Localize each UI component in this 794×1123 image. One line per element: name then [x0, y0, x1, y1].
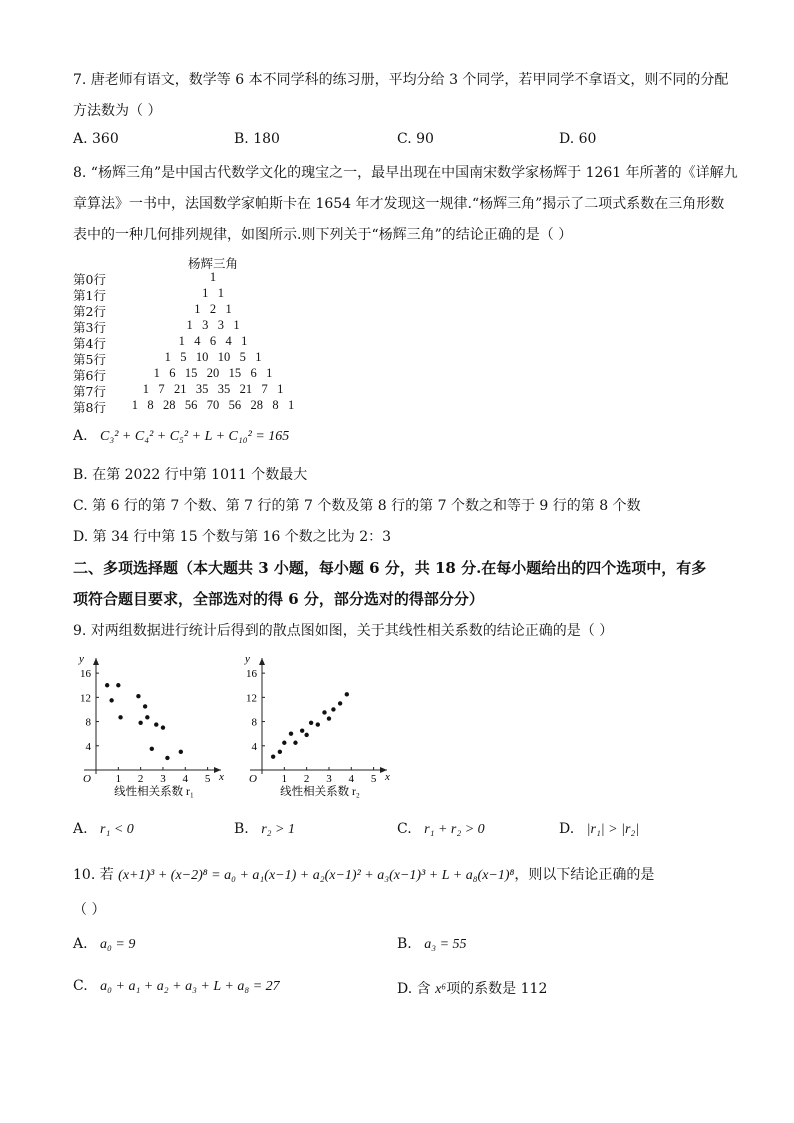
q10-option-d-tail: 项的系数是 112: [446, 981, 548, 997]
scatter-chart-r2: [236, 650, 406, 800]
q10-option-a: [73, 936, 135, 953]
row-label: 第0行: [73, 272, 106, 287]
y-tick-label: 4: [85, 740, 91, 753]
data-point: [145, 715, 149, 719]
q10-option-d-label: D. 含: [397, 981, 431, 997]
q9-option-c-formula: r₁ + r₂ > 0: [424, 822, 485, 837]
triangle-row: 1 2 1: [194, 302, 232, 316]
triangle-row: 1 7 21 35 35 21 7 1: [142, 382, 284, 396]
q10-option-d: [397, 978, 547, 998]
data-point: [338, 701, 342, 705]
y-axis-arrow: [93, 658, 99, 665]
data-point: [278, 750, 282, 754]
data-point: [293, 741, 297, 745]
y-tick-label: 12: [246, 692, 257, 705]
data-point: [300, 728, 304, 732]
x-tick-label: 5: [370, 773, 377, 785]
y-tick-label: 4: [251, 740, 257, 753]
y-tick-label: 16: [80, 668, 91, 681]
q8-option-b: B. 在第 2022 行中第 1011 个数最大: [73, 467, 308, 483]
section-2-heading-line1: 二、多项选择题（本大题共 3 小题，每小题 6 分，共 18 分.在每小题给出的四个选项中，有多: [73, 559, 707, 577]
q10-option-b: [397, 936, 467, 953]
q10-option-d-formula: x⁶: [435, 982, 447, 997]
data-point: [118, 715, 122, 719]
data-point: [345, 692, 349, 696]
triangle-row: 1 6 15 20 15 6 1: [153, 366, 273, 380]
data-point: [316, 722, 320, 726]
row-label: 第4行: [73, 336, 106, 351]
data-point: [136, 694, 140, 698]
x-tick-label: 2: [303, 773, 310, 785]
y-axis-arrow: [259, 658, 265, 665]
q9-option-c: [397, 821, 485, 838]
x-tick-label: 1: [115, 773, 122, 785]
row-label: 第7行: [73, 384, 106, 399]
q10-option-c-formula: a₀ + a₁ + a₂ + a₃ + L + a₈ = 27: [100, 979, 280, 994]
q9-option-b-formula: r₂ > 1: [261, 822, 295, 837]
y-tick-label: 16: [246, 668, 257, 681]
q8-option-a: [73, 428, 289, 445]
chart-caption: 线性相关系数 r₁: [114, 786, 194, 798]
q8-stem-line2: 章算法》一书中，法国数学家帕斯卡在 1654 年才发现这一规律.“杨辉三角”揭示了二项式系数在三角形数: [73, 196, 725, 212]
q10-option-a-formula: a₀ = 9: [100, 937, 136, 952]
q9-option-c-label: C.: [397, 821, 412, 837]
triangle-row: 1 4 6 4 1: [178, 334, 248, 348]
data-point: [143, 704, 147, 708]
data-point: [282, 741, 286, 745]
q10-prefix: 10. 若: [73, 867, 114, 883]
x-tick-label: 3: [160, 773, 166, 785]
y-tick-label: 8: [251, 716, 257, 729]
x-axis-label: x: [219, 771, 224, 783]
q8-stem-line1: 8. “杨辉三角”是中国古代数学文化的瑰宝之一，最早出现在中国南宋数学家杨辉于 1261 年所著的《详解九: [73, 165, 738, 181]
q10-option-c: [73, 978, 280, 995]
data-point: [105, 683, 109, 687]
x-tick-label: 2: [137, 773, 144, 785]
data-point: [271, 754, 275, 758]
q10-option-b-formula: a₃ = 55: [424, 937, 467, 952]
q10-suffix: ，则以下结论正确的是: [514, 867, 655, 883]
q9-option-d-formula: |r₁| > |r₂|: [586, 822, 640, 837]
data-point: [304, 733, 308, 737]
data-point: [179, 750, 183, 754]
data-point: [116, 683, 120, 687]
data-point: [154, 722, 158, 726]
triangle-row: 1 5 10 10 5 1: [164, 350, 262, 364]
data-point: [327, 716, 331, 720]
q10-option-a-label: A.: [73, 936, 88, 952]
y-tick-label: 12: [80, 692, 91, 705]
origin-label: O: [83, 773, 91, 785]
data-point: [309, 721, 313, 725]
row-label: 第8行: [73, 400, 106, 415]
origin-label: O: [249, 773, 257, 785]
triangle-row: 1 8 28 56 70 56 28 8 1: [131, 398, 295, 412]
chart-caption: 线性相关系数 r₂: [280, 786, 360, 798]
scatter-chart-r1: [70, 650, 240, 800]
row-label: 第2行: [73, 304, 106, 319]
x-tick-label: 1: [281, 773, 288, 785]
q7-option-d: D. 60: [559, 131, 597, 147]
row-label: 第1行: [73, 288, 106, 303]
triangle-row: 1 3 3 1: [186, 318, 240, 332]
data-point: [150, 747, 154, 751]
data-point: [289, 731, 293, 735]
q10-paren: （ ）: [73, 902, 106, 918]
y-axis-label: y: [245, 653, 250, 665]
q8-stem-line3: 表中的一种几何排列规律，如图所示.则下列关于“杨辉三角”的结论正确的是（ ）: [73, 227, 573, 243]
q7-option-a: A. 360: [73, 131, 119, 147]
row-label: 第5行: [73, 352, 106, 367]
q10-option-c-label: C.: [73, 978, 88, 994]
q9-option-b: [234, 821, 295, 838]
q8-option-a-label: A.: [73, 428, 88, 444]
q7-stem-line2: 方法数为（ ）: [73, 103, 162, 119]
triangle-title: 杨辉三角: [188, 256, 239, 271]
triangle-row: 1 1: [202, 286, 224, 300]
y-axis-label: y: [79, 653, 84, 665]
data-point: [138, 721, 142, 725]
q10-stem: [73, 864, 654, 884]
triangle-row: 1: [209, 270, 217, 284]
data-point: [165, 756, 169, 760]
x-tick-label: 4: [348, 773, 355, 785]
q8-option-d: D. 第 34 行中第 15 个数与第 16 个数之比为 2：3: [73, 529, 392, 545]
q8-option-c: C. 第 6 行的第 7 个数、第 7 行的第 7 个数及第 8 行的第 7 个数之和等于 9 行的第 8 个数: [73, 498, 641, 514]
data-point: [331, 707, 335, 711]
q7-option-b: B. 180: [234, 131, 280, 147]
y-tick-label: 8: [85, 716, 91, 729]
data-point: [109, 698, 113, 702]
data-point: [161, 725, 165, 729]
q7-option-c: C. 90: [397, 131, 434, 147]
row-label: 第3行: [73, 320, 106, 335]
q7-stem-line1: 7. 唐老师有语文，数学等 6 本不同学科的练习册，平均分给 3 个同学，若甲同学不拿语文，则不同的分配: [73, 72, 729, 88]
x-tick-label: 5: [204, 773, 211, 785]
x-axis-label: x: [385, 771, 390, 783]
q9-option-a-formula: r₁ < 0: [100, 822, 134, 837]
q9-option-a: [73, 821, 134, 838]
q8-option-a-formula: C₃² + C₄² + C₅² + L + C₁₀² = 165: [100, 429, 290, 444]
x-tick-label: 4: [182, 773, 189, 785]
q9-option-b-label: B.: [234, 821, 249, 837]
q9-option-d: [559, 821, 639, 838]
q9-option-a-label: A.: [73, 821, 88, 837]
section-2-heading-line2: 项符合题目要求，全部选对的得 6 分，部分选对的得部分分）: [73, 590, 484, 608]
row-label: 第6行: [73, 368, 106, 383]
q9-option-d-label: D.: [559, 821, 575, 837]
q10-equation: (x+1)³ + (x−2)⁸ = a₀ + a₁(x−1) + a₂(x−1)² + a₃(x−1)³ + L + a₈(x−1)⁸: [118, 868, 515, 883]
q9-stem: 9. 对两组数据进行统计后得到的散点图如图，关于其线性相关系数的结论正确的是（ ）: [73, 623, 614, 639]
x-tick-label: 3: [326, 773, 332, 785]
data-point: [322, 710, 326, 714]
q10-option-b-label: B.: [397, 936, 412, 952]
